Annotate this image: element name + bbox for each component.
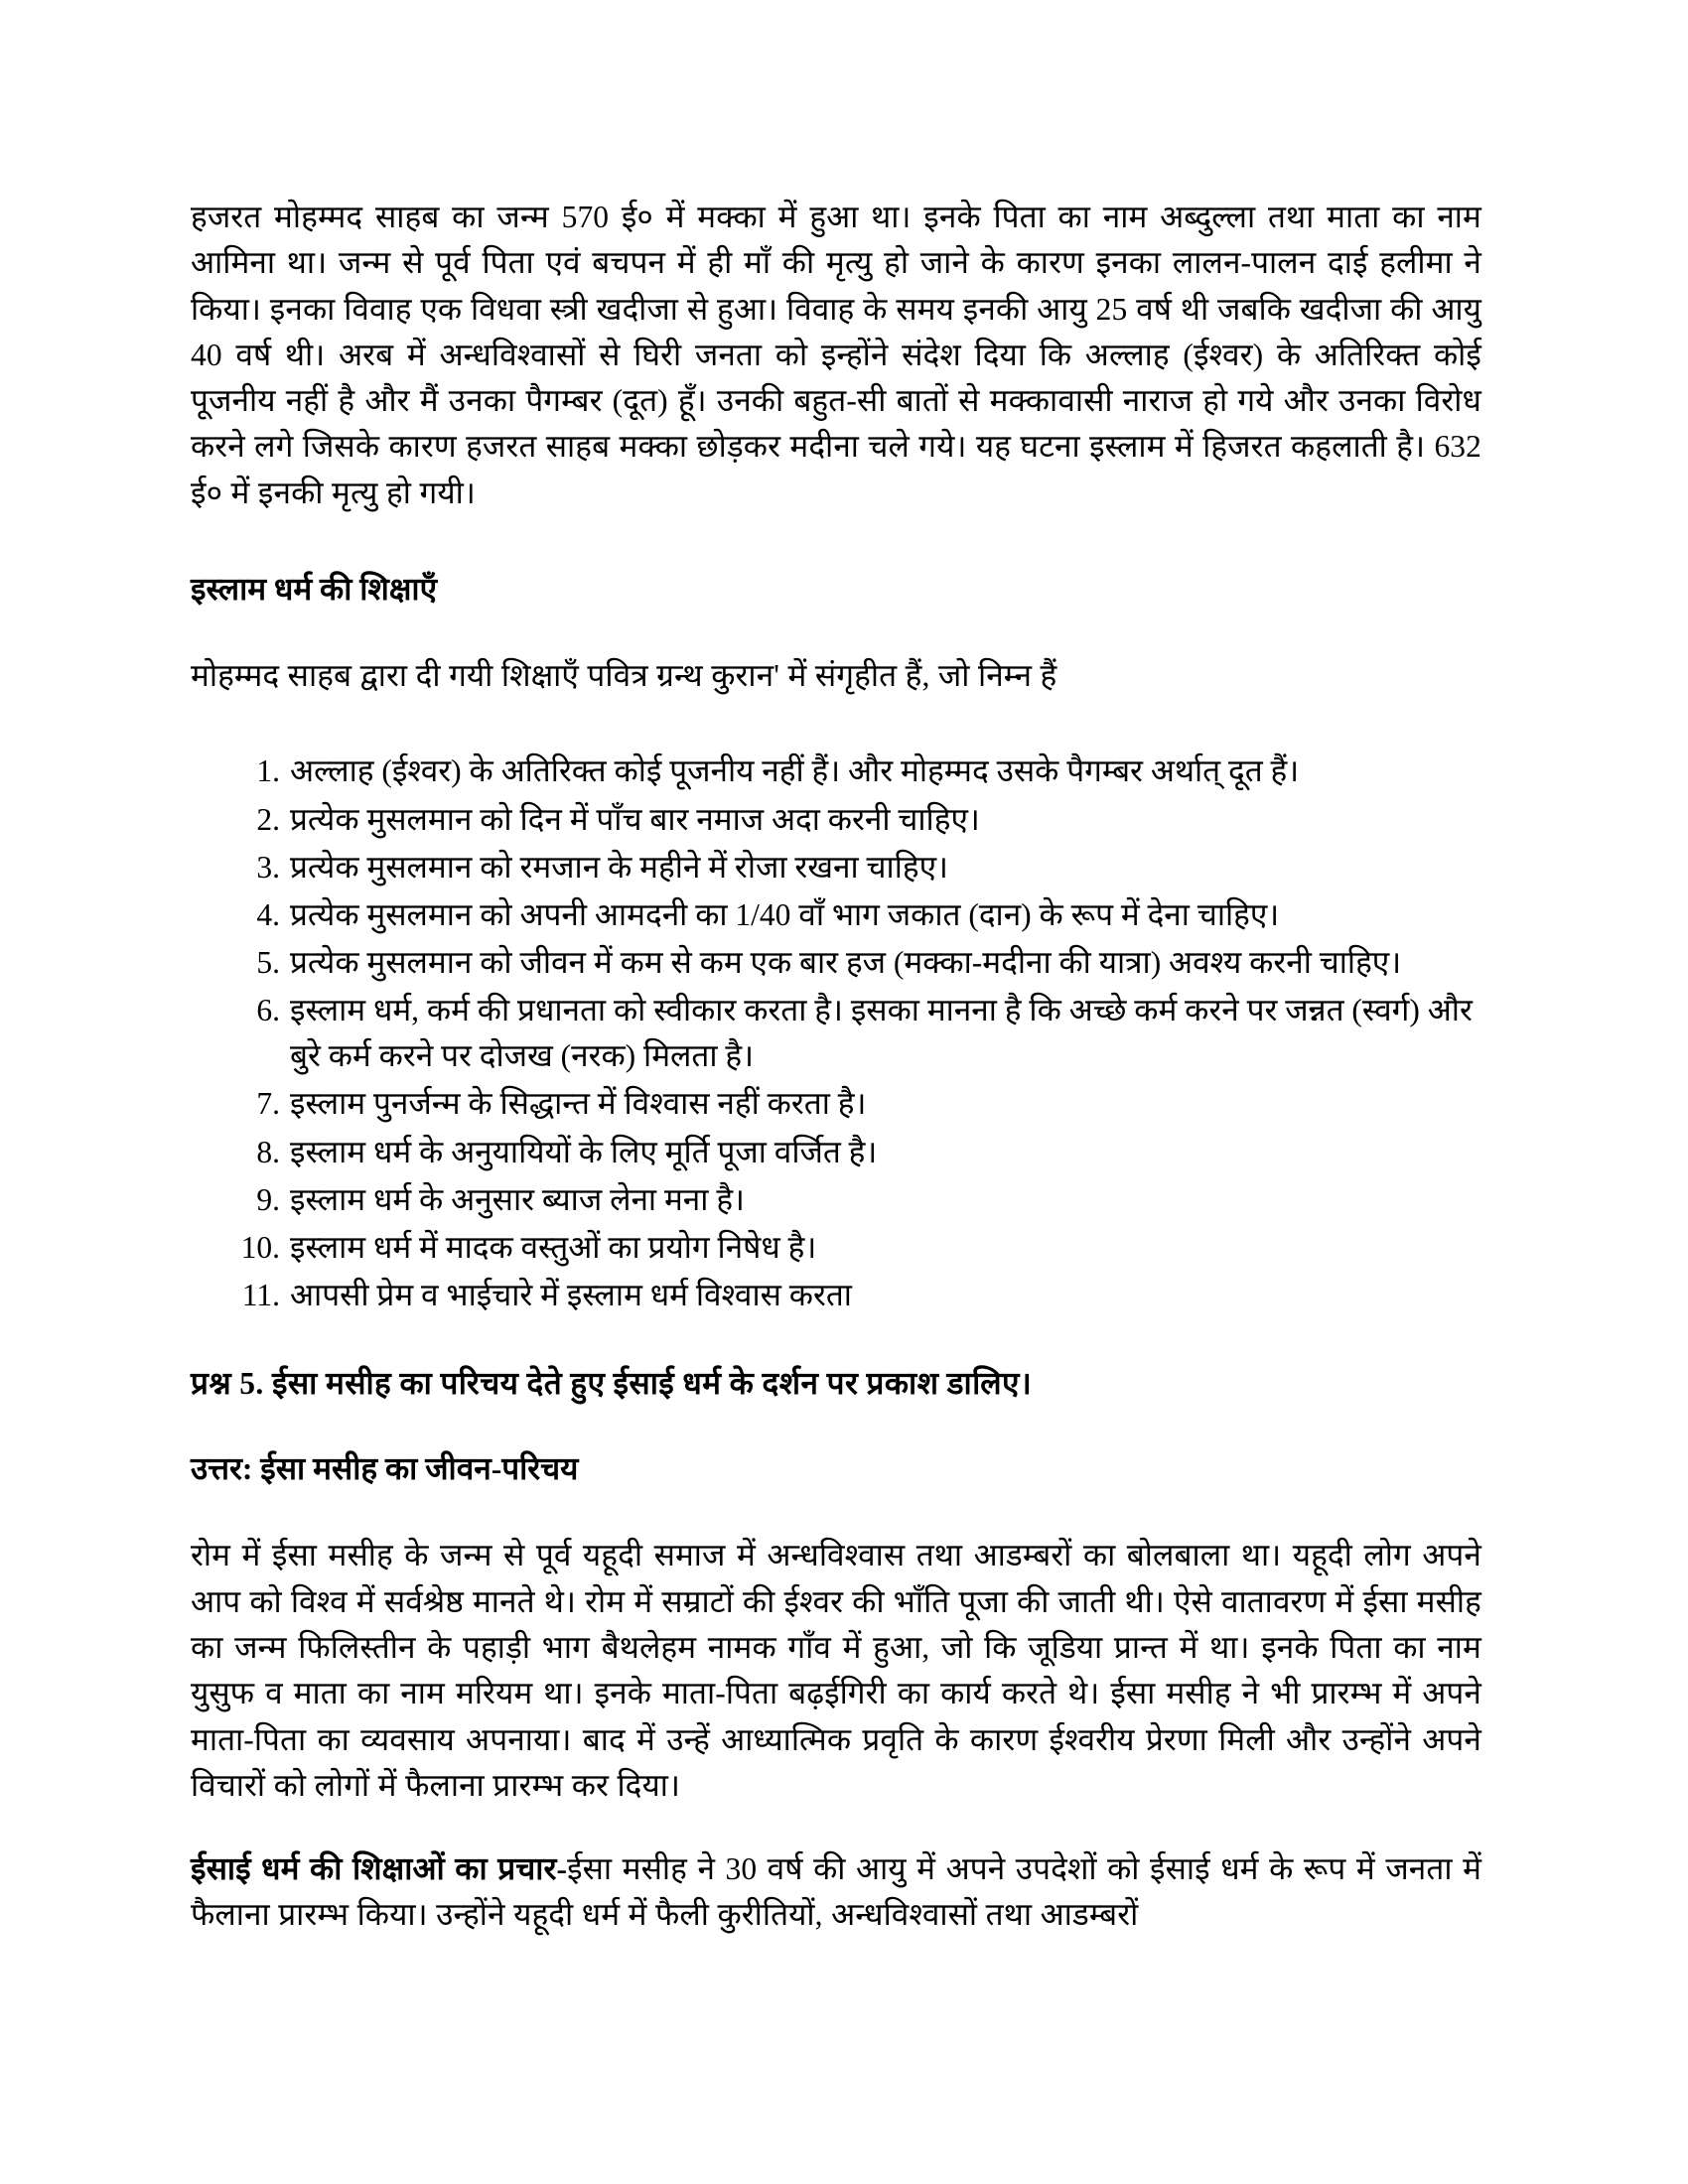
page-content [191,195,1481,1939]
heading-answer-5: उत्तर: ईसा मसीह का जीवन-परिचय [191,1451,579,1487]
list-item: प्रत्येक मुसलमान को दिन में पाँच बार नमाज अदा करनी चाहिए। [290,801,980,837]
list-item: इस्लाम धर्म के अनुयायियों के लिए मूर्ति पूजा वर्जित है। [290,1134,878,1169]
list-islam-teachings [191,749,1481,1318]
list-item: प्रत्येक मुसलमान को अपनी आमदनी का 1/40 वाँ भाग जकात (दान) के रूप में देना चाहिए। [290,896,1280,932]
heading-islam-teachings: इस्लाम धर्म की शिक्षाएँ [191,572,438,608]
list-item: इस्लाम पुनर्जन्म के सिद्धान्त में विश्वास नहीं करता है। [290,1086,867,1122]
list-item: आपसी प्रेम व भाईचारे में इस्लाम धर्म विश्वास करता [290,1278,852,1313]
christian-spread-label: ईसाई धर्म की शिक्षाओं का प्रचार- [191,1851,568,1887]
paragraph-teachings-lead-in: मोहम्मद साहब द्वारा दी गयी शिक्षाएँ पवित्र ग्रन्थ कुरान' में संगृहीत हैं, जो निम्न हैं [191,658,1057,694]
list-item: प्रत्येक मुसलमान को जीवन में कम से कम एक बार हज (मक्का-मदीना की यात्रा) अवश्य करनी चाहिए। [290,945,1402,981]
list-item: इस्लाम धर्म, कर्म की प्रधानता को स्वीकार करता है। इसका मानना है कि अच्छे कर्म करने पर जन्नत (स्वर्ग) और बुरे कर्म करने पर दोजख (नरक) मिलता है। [290,993,1473,1074]
heading-question-5: प्रश्न 5. ईसा मसीह का परिचय देते हुए ईसाई धर्म के दर्शन पर प्रकाश डालिए। [191,1366,1033,1402]
christian-spread-body: ईसा मसीह ने 30 वर्ष की आयु में अपने उपदेशों को ईसाई धर्म के रूप में जनता में फैलाना प्रारम्भ किया। उन्होंने यहूदी धर्म में फैली कुरीतियों, अन्धविश्वासों तथा आडम्बरों [191,1851,1481,1933]
list-item: प्रत्येक मुसलमान को रमजान के महीने में रोजा रखना चाहिए। [290,849,948,885]
paragraph-jesus-biography: रोम में ईसा मसीह के जन्म से पूर्व यहूदी समाज में अन्धविश्वास तथा आडम्बरों का बोलबाला था। यहूदी लोग अपने आप को विश्व में सर्वश्रेष्ठ मानते थे। रोम में सम्राटों की ईश्वर की भाँति पूजा की जाती थी। ऐसे वातावरण में ईसा मसीह का जन्म फिलिस्तीन के पहाड़ी भाग बैथलेहम नामक गाँव में हुआ, जो कि जूडिया प्रान्त में था। इनके पिता का नाम युसुफ व माता का नाम मरियम था। इनके माता-पिता बढ़ईगिरी का कार्य करते थे। ईसा मसीह ने भी प्रारम्भ में अपने माता-पिता का व्यवसाय अपनाया। बाद में उन्हें आध्यात्मिक प्रवृति के कारण ईश्वरीय प्रेरणा मिली और उन्होंने अपने विचारों को लोगों में फैलाना प्रारम्भ कर दिया। [191,1538,1481,1803]
list-item: इस्लाम धर्म के अनुसार ब्याज लेना मना है। [290,1181,745,1217]
list-item: इस्लाम धर्म में मादक वस्तुओं का प्रयोग निषेध है। [290,1229,817,1265]
paragraph-christian-teachings-spread [191,1846,1481,1939]
paragraph-muhammad-biography: हजरत मोहम्मद साहब का जन्म 570 ई० में मक्का में हुआ था। इनके पिता का नाम अब्दुल्ला तथा माता का नाम आमिना था। जन्म से पूर्व पिता एवं बचपन में ही माँ की मृत्यु हो जाने के कारण इनका लालन-पालन दाई हलीमा ने किया। इनका विवाह एक विधवा स्त्री खदीजा से हुआ। विवाह के समय इनकी आयु 25 वर्ष थी जबकि खदीजा की आयु 40 वर्ष थी। अरब में अन्धविश्वासों से घिरी जनता को इन्होंने संदेश दिया कि अल्लाह (ईश्वर) के अतिरिक्त कोई पूजनीय नहीं है और मैं उनका पैगम्बर (दूत) हूँ। उनकी बहुत-सी बातों से मक्कावासी नाराज हो गये और उनका विरोध करने लगे जिसके कारण हजरत साहब मक्का छोड़कर मदीना चले गये। यह घटना इस्लाम में हिजरत कहलाती है। 632 ई० में इनकी मृत्यु हो गयी। [191,200,1482,510]
list-item: अल्लाह (ईश्वर) के अतिरिक्त कोई पूजनीय नहीं हैं। और मोहम्मद उसके पैगम्बर अर्थात् दूत हैं। [290,753,1300,789]
